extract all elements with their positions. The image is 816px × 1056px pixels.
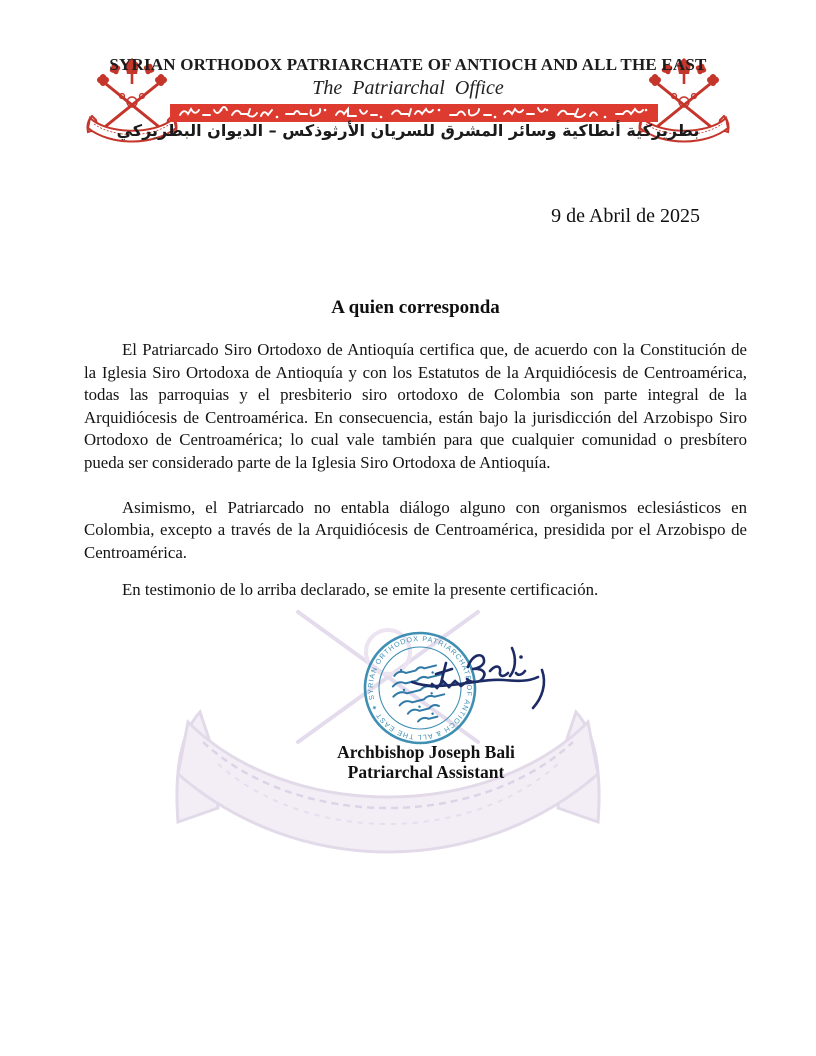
signer-title: Patriarchal Assistant (347, 762, 505, 782)
letter-body (84, 339, 747, 624)
letterhead-arabic-line: بطريركية أنطاكية وسائر المشرق للسريان الأرثوذكس – الديوان البطريركي (116, 121, 700, 140)
signature-ink (402, 630, 562, 722)
seal-ring-text: SYRIAN ORTHODOX PATRIARCHATE OF ANTIOCH & ALL THE EAST ✦ (366, 634, 474, 742)
letter-salutation: A quien corresponda (331, 297, 500, 318)
letter-date: 9 de Abril de 2025 (551, 205, 700, 227)
letterhead-subtitle: The Patriarchal Office (312, 77, 504, 99)
paragraph-dialogue: Asimismo, el Patriarcado no entabla diálogo alguno con organismos eclesiásticos en Colombia, excepto a través de la Arquidiócesis de Centroamérica, presidida por el Arzobispo de Centroamérica. (84, 497, 747, 562)
signer-name: Archbishop Joseph Bali (337, 742, 515, 762)
syriac-script-icon (174, 105, 654, 121)
syriac-banner (170, 104, 658, 122)
signer-block (96, 742, 756, 782)
letterhead-title: SYRIAN ORTHODOX PATRIARCHATE OF ANTIOCH AND ALL THE EAST (109, 55, 707, 74)
paragraph-jurisdiction: El Patriarcado Siro Ortodoxo de Antioquía certifica que, de acuerdo con la Constitución de la Iglesia Siro Ortodoxa de Antioquía y con los Estatutos de la Arquidiócesis de Centroamérica, todas las parroquias y el presbiterio siro ortodoxo de Colombia son parte integral de la Arquidiócesis de Centroamérica. En consecuencia, están bajo la jurisdicción del Arzobispo Siro Ortodoxo de Centroamérica; lo cual vale también para que cualquier comunidad o presbítero pueda ser considerado parte de la Iglesia Siro Ortodoxa de Antioquía. (84, 340, 747, 472)
paragraph-testimony: En testimonio de lo arriba declarado, se emite la presente certificación. (122, 580, 599, 600)
